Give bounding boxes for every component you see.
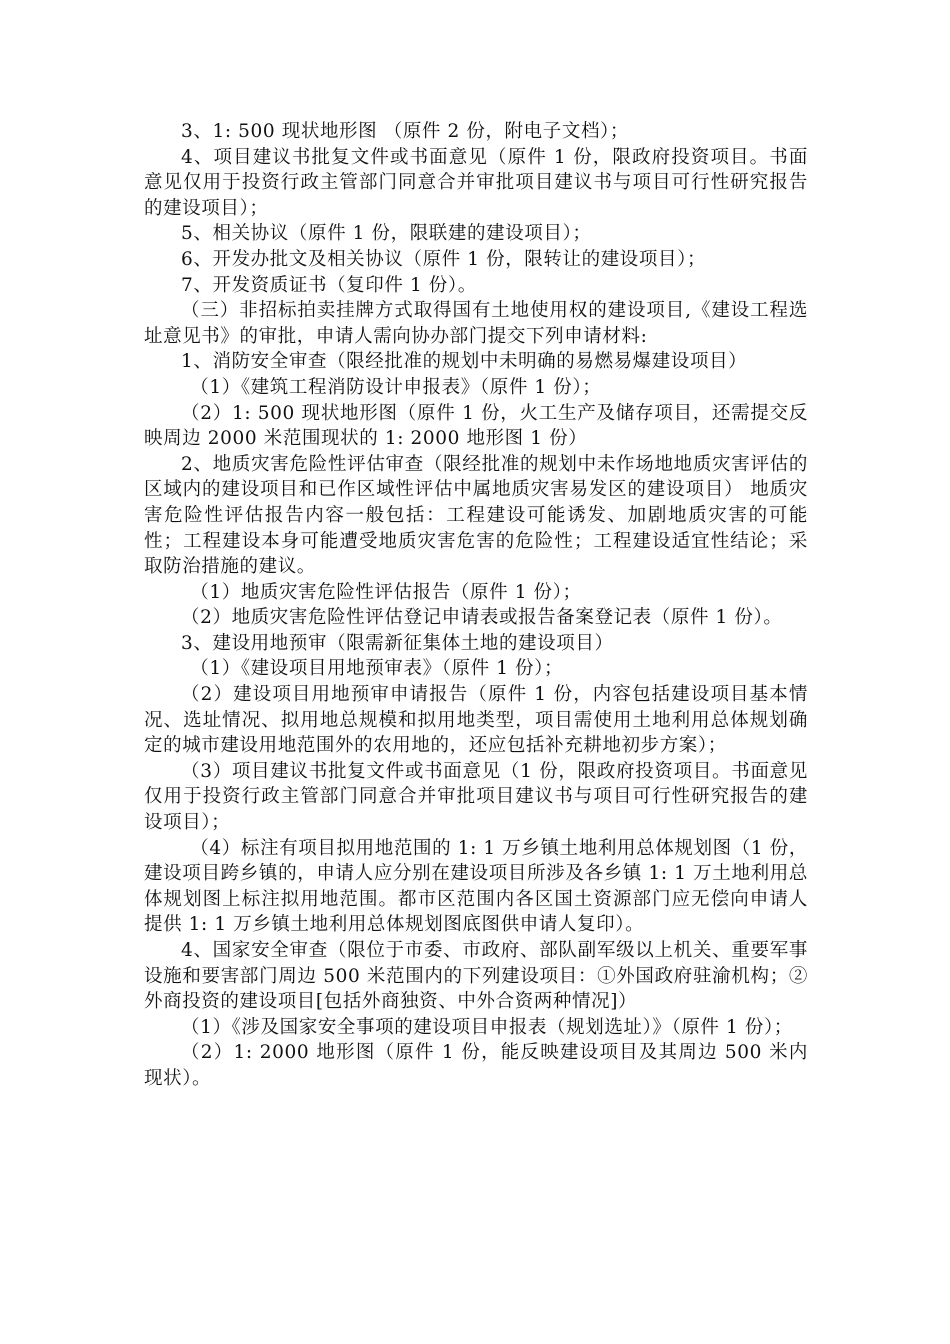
section-heading-3-non-auction: （三）非招标拍卖挂牌方式取得国有土地使用权的建设项目,《建设工程选址意见书》的审批，申请人需向协办部门提交下列申请材料:: [144, 300, 808, 347]
document-body: [144, 119, 808, 1092]
paragraph-item-4-proposal-approval: 4、项目建议书批复文件或书面意见（原件 1 份，限政府投资项目。书面意见仅用于投资行政主管部门同意合并审批项目建议书与项目可行性研究报告的建设项目）；: [144, 146, 808, 219]
paragraph-land-pre-review: 3、建设用地预审（限需新征集体土地的建设项目）: [181, 632, 614, 654]
paragraph-geohazard-report: （1）地质灾害危险性评估报告（原件 1 份）；: [190, 581, 582, 603]
paragraph-fire-safety-review: 1、消防安全审查（限经批准的规划中未明确的易燃易爆建设项目）: [181, 351, 748, 373]
paragraph-item-7-qualification-certificate: 7、开发资质证书（复印件 1 份）。: [181, 274, 477, 296]
paragraph-geohazard-review: 2、地质灾害危险性评估审查（限经批准的规划中未作场地地质灾害评估的区域内的建设项目和已作区域性评估中属地质灾害易发区的建设项目） 地质灾害危险性评估报告内容一般包括：工程建设可能诱发、加剧地质灾害的可能性；工程建设本身可能遭受地质灾害危害的危险性；工程建设适宜性结论；采取防治措施的建议。: [144, 453, 808, 578]
paragraph-national-security-form: （1）《涉及国家安全事项的建设项目申报表（规划选址）》（原件 1 份）；: [181, 1016, 793, 1038]
paragraph-item-3-topographic-map: 3、1: 500 现状地形图 （原件 2 份，附电子文档）；: [181, 121, 630, 142]
paragraph-land-pre-review-report: （2）建设项目用地预审申请报告（原件 1 份，内容包括建设项目基本情况、选址情况、拟用地总规模和拟用地类型，项目需使用土地利用总体规划确定的城市建设用地范围外的农用地的，还应包括补充耕地初步方案）；: [144, 684, 808, 757]
paragraph-security-topographic-map: （2）1: 2000 地形图（原件 1 份，能反映建设项目及其周边 500 米内现状）。: [144, 1042, 808, 1089]
paragraph-land-use-plan-map: （4）标注有项目拟用地范围的 1: 1 万乡镇土地利用总体规划图（1 份，建设项目跨乡镇的，申请人应分别在建设项目所涉及各乡镇 1: 1 万土地利用总体规划图上标注拟用地范围。都市区范围内各区国土资源部门应无偿向申请人提供 1: 1 万乡镇土地利用总体规划图底图供申请人复印）。: [144, 837, 808, 936]
paragraph-national-security-review: 4、国家安全审查（限位于市委、市政府、部队副军级以上机关、重要军事设施和要害部门周边 500 米范围内的下列建设项目：①外国政府驻渝机构；②外商投资的建设项目[包括外商独资、中外合资两种情况]）: [144, 940, 808, 1013]
paragraph-fire-design-form: （1）《建筑工程消防设计申报表》（原件 1 份）；: [190, 376, 602, 398]
paragraph-item-5-agreement: 5、相关协议（原件 1 份，限联建的建设项目）；: [181, 223, 592, 245]
paragraph-geohazard-registration: （2）地质灾害危险性评估登记申请表或报告备案登记表（原件 1 份）。: [181, 607, 783, 629]
paragraph-item-6-development-approval: 6、开发办批文及相关协议（原件 1 份，限转让的建设项目）；: [181, 248, 707, 270]
paragraph-fire-topographic-map: （2）1: 500 现状地形图（原件 1 份，火工生产及储存项目，还需提交反映周边 2000 米范围现状的 1: 2000 地形图 1 份）: [144, 402, 808, 450]
paragraph-proposal-approval-copy: （3）项目建议书批复文件或书面意见（1 份，限政府投资项目。书面意见仅用于投资行政主管部门同意合并审批项目建议书与项目可行性研究报告的建设项目）；: [144, 760, 808, 834]
paragraph-land-pre-review-form: （1）《建设项目用地预审表》（原件 1 份）；: [190, 658, 564, 680]
